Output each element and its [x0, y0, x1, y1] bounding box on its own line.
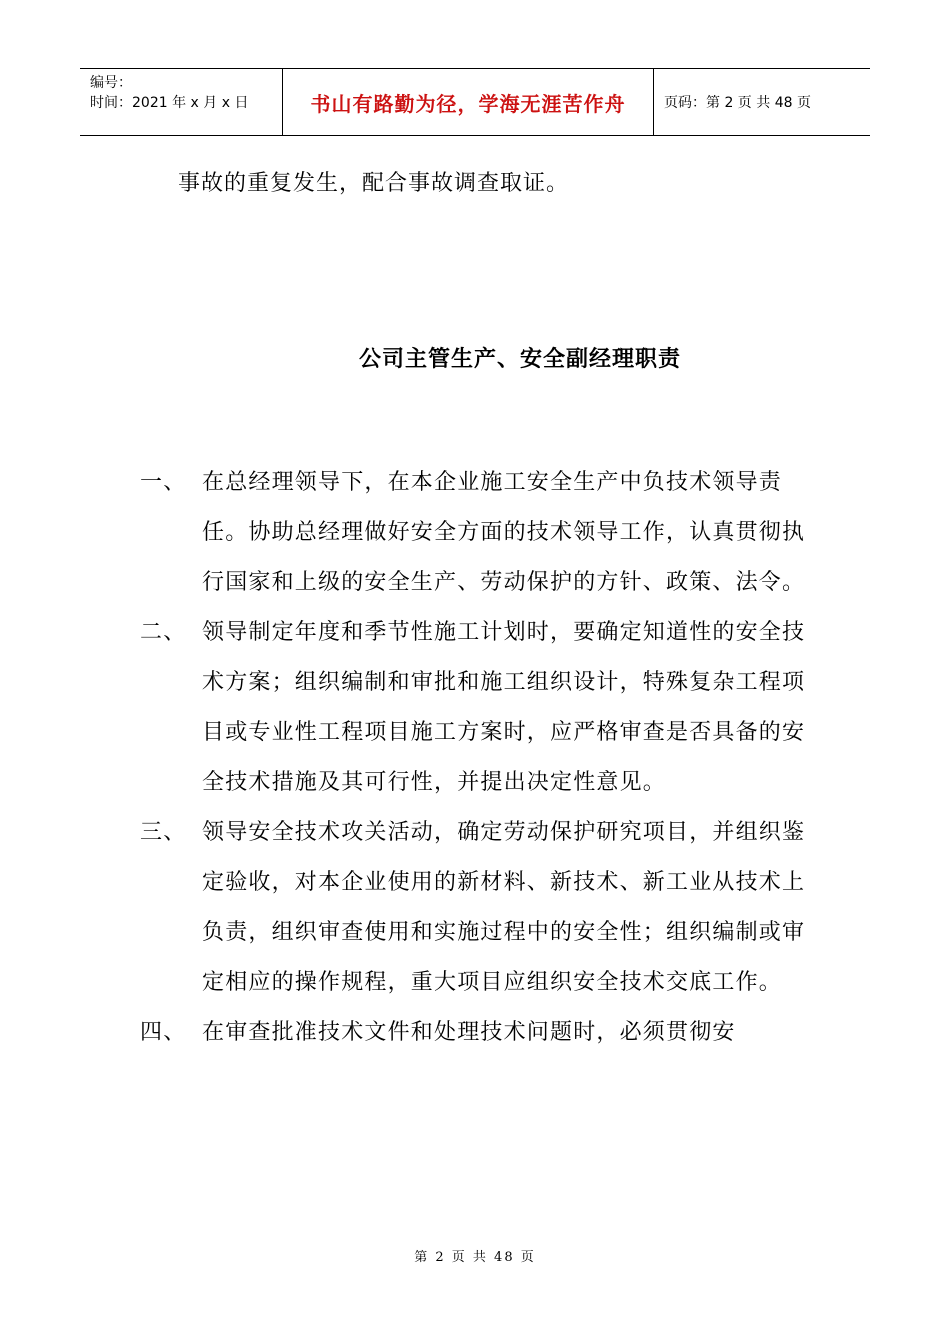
number-label: 编号：	[90, 75, 132, 91]
list-item	[140, 608, 810, 808]
header-page-info: 页码：第 2 页 共 48 页	[664, 95, 811, 111]
item-text: 在审查批准技术文件和处理技术问题时，必须贯彻安	[202, 1020, 736, 1045]
item-number: 一、	[140, 470, 187, 495]
item-number: 四、	[140, 1020, 187, 1045]
item-number: 三、	[140, 820, 187, 845]
item-text: 领导制定年度和季节性施工计划时，要确定知道性的安全技术方案；组织编制和审批和施工组织设计，特殊复杂工程项目或专业性工程项目施工方案时，应严格审查是否具备的安全技术措施及其可行性，并提出决定性意见。	[202, 620, 806, 795]
item-text: 在总经理领导下，在本企业施工安全生产中负技术领导责任。协助总经理做好安全方面的技术领导工作，认真贯彻执行国家和上级的安全生产、劳动保护的方针、政策、法令。	[202, 470, 806, 595]
header-meta	[80, 69, 282, 135]
list-item	[140, 1008, 810, 1058]
time-label: 时间：2021 年 x 月 x 日	[90, 95, 249, 111]
page-footer: 第 2 页 共 48 页	[414, 1250, 536, 1265]
section-title: 公司主管生产、安全副经理职责	[358, 346, 681, 372]
list-item	[140, 458, 810, 608]
duty-list	[140, 458, 810, 1058]
item-number: 二、	[140, 620, 187, 645]
page-header	[80, 68, 870, 136]
item-text: 领导安全技术攻关活动，确定劳动保护研究项目，并组织鉴定验收，对本企业使用的新材料、新技术、新工业从技术上负责，组织审查使用和实施过程中的安全性；组织编制或审定相应的操作规程，重大项目应组织安全技术交底工作。	[202, 820, 806, 995]
header-motto: 书山有路勤为径，学海无涯苦作舟	[282, 69, 654, 135]
list-item	[140, 808, 810, 1008]
continuation-text: 事故的重复发生，配合事故调查取证。	[178, 171, 570, 196]
